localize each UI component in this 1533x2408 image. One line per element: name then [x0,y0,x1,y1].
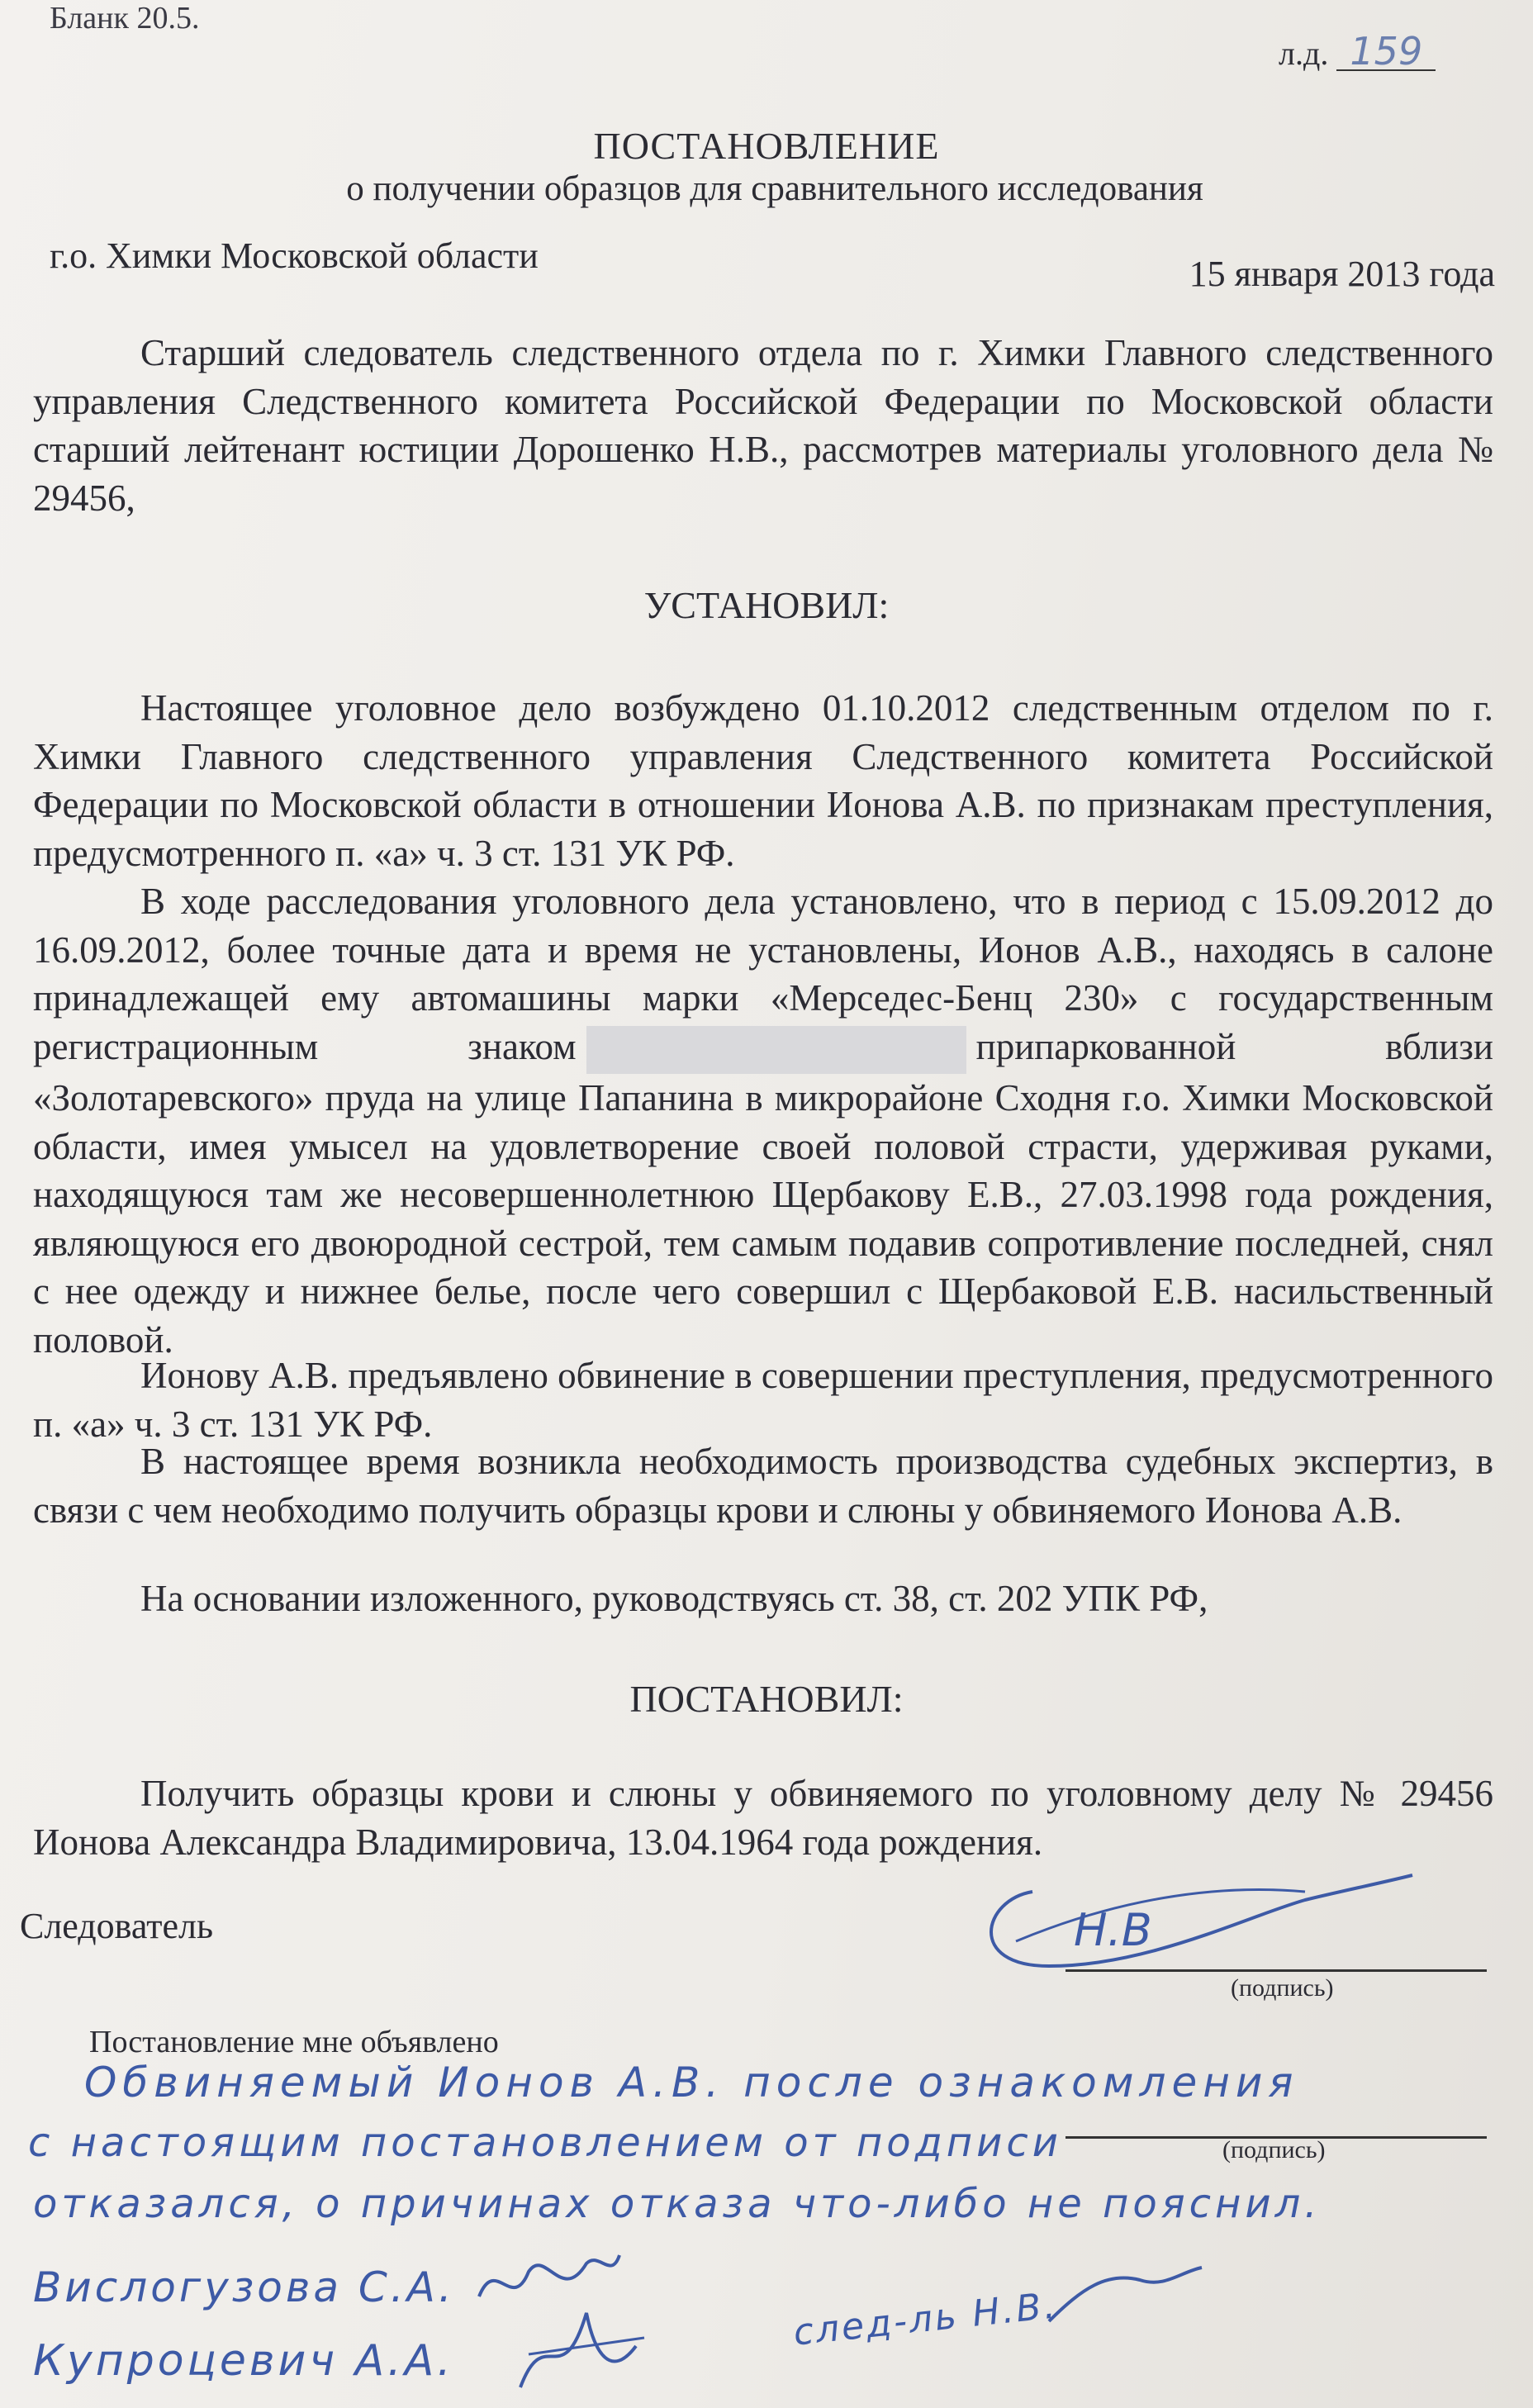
resolution-paragraph: Получить образцы крови и слюны у обвиняемого по уголовному делу № 29456 Ионова Александра Владимировича, 13.04.1964 года рождения. [33,1773,1493,1863]
paragraph-charge: Ионову А.В. предъявлено обвинение в совершении преступления, предусмотренного п. «а» ч. 3 ст. 131 УК РФ. [33,1355,1493,1445]
paragraph-investigation-part2: припаркованной вблизи «Золотаревского» пруда на улице Папанина в микрорайоне Сходня г.о. Химки Московской области, имея умысел на удовлетворение своей половой страсти, удерживая руками, находящуюся там же несовершеннолетнюю Щербакову Е.В., 27.03.1998 года рождения, являющуюся его двоюродной сестрой, тем самым подавив сопротивление последней, снял с нее одежду и нижнее белье, после чего совершил с Щербаковой Е.В. насильственный половой. [33,1025,1493,1361]
witness-2-scribble [496,2296,661,2404]
paragraph-investigation-part1: В ходе расследования уголовного дела установлено, что в период с 15.09.2012 до 16.09.2012, более точные дата и время не установлены, Ионов А.В., находясь в салоне принадлежащей ему автомашины марки «Мерседес-Бенц 230» с государственным регистрационным знаком [33,881,1493,1067]
signature-caption-investigator: (подпись) [1231,1974,1334,2002]
investigator-label: Следователь [20,1906,214,1946]
signature-caption-accused: (подпись) [1222,2136,1326,2163]
announced-label: Постановление мне объявлено [89,2025,499,2059]
paragraph-case-opened: Настоящее уголовное дело возбуждено 01.10.2012 следственным отделом по г. Химки Главного следственного управления Следственного комитета Российской Федерации по Московской области в отношении Ионова А.В. по признакам преступления, предусмотренного п. «а» ч. 3 ст. 131 УК РФ. [33,687,1493,874]
resolved-heading: ПОСТАНОВИЛ: [629,1678,904,1720]
handwritten-note-line1: Обвиняемый Ионов А.В. после ознакомления [84,2059,1299,2106]
sheet-label: л.д. [1279,35,1329,72]
handwritten-note-line3: отказался, о причинах отказа что-либо не пояснил. [33,2181,1322,2227]
place: г.о. Химки Московской области [50,235,539,276]
document-subtitle: о получении образцов для сравнительного исследования [346,169,1203,208]
redacted-plate-number [586,1026,966,1074]
sheet-number: 159 [1336,33,1436,71]
sheet-number-field [1279,29,1436,74]
established-heading: УСТАНОВИЛ: [643,584,890,626]
intro-paragraph: Старший следователь следственного отдела по г. Химки Главного следственного управления Следственного комитета Российской Федерации по Московской области старший лейтенант юстиции Дорошенко Н.В., рассмотрев материалы уголовного дела № 29456, [33,332,1493,519]
paragraph-investigation [33,877,1493,1364]
witness-signature-2: Купроцевич А.А. [33,2336,454,2386]
document-date: 15 января 2013 года [1189,254,1495,294]
investigator-signature-initials: Н.В [1074,1904,1152,1956]
document-title: ПОСТАНОВЛЕНИЕ [593,125,940,167]
paragraph-necessity: В настоящее время возникла необходимость производства судебных экспертиз, в связи с чем необходимо получить образцы крови и слюны у обвиняемого Ионова А.В. [33,1441,1493,1531]
investigator-handwritten-signature: след-ль Н.В. [791,2284,1060,2354]
handwritten-note-line2: с настоящим постановлением от подписи [28,2120,1062,2166]
form-label: Бланк 20.5. [50,1,200,36]
paragraph-basis: На основании изложенного, руководствуясь ст. 38, ст. 202 УПК РФ, [140,1578,1208,1619]
witness-signature-1: Вислогузова С.А. [33,2263,455,2311]
investigator-signature-2 [1041,2263,1206,2338]
signature-line-investigator [1066,1969,1487,1972]
